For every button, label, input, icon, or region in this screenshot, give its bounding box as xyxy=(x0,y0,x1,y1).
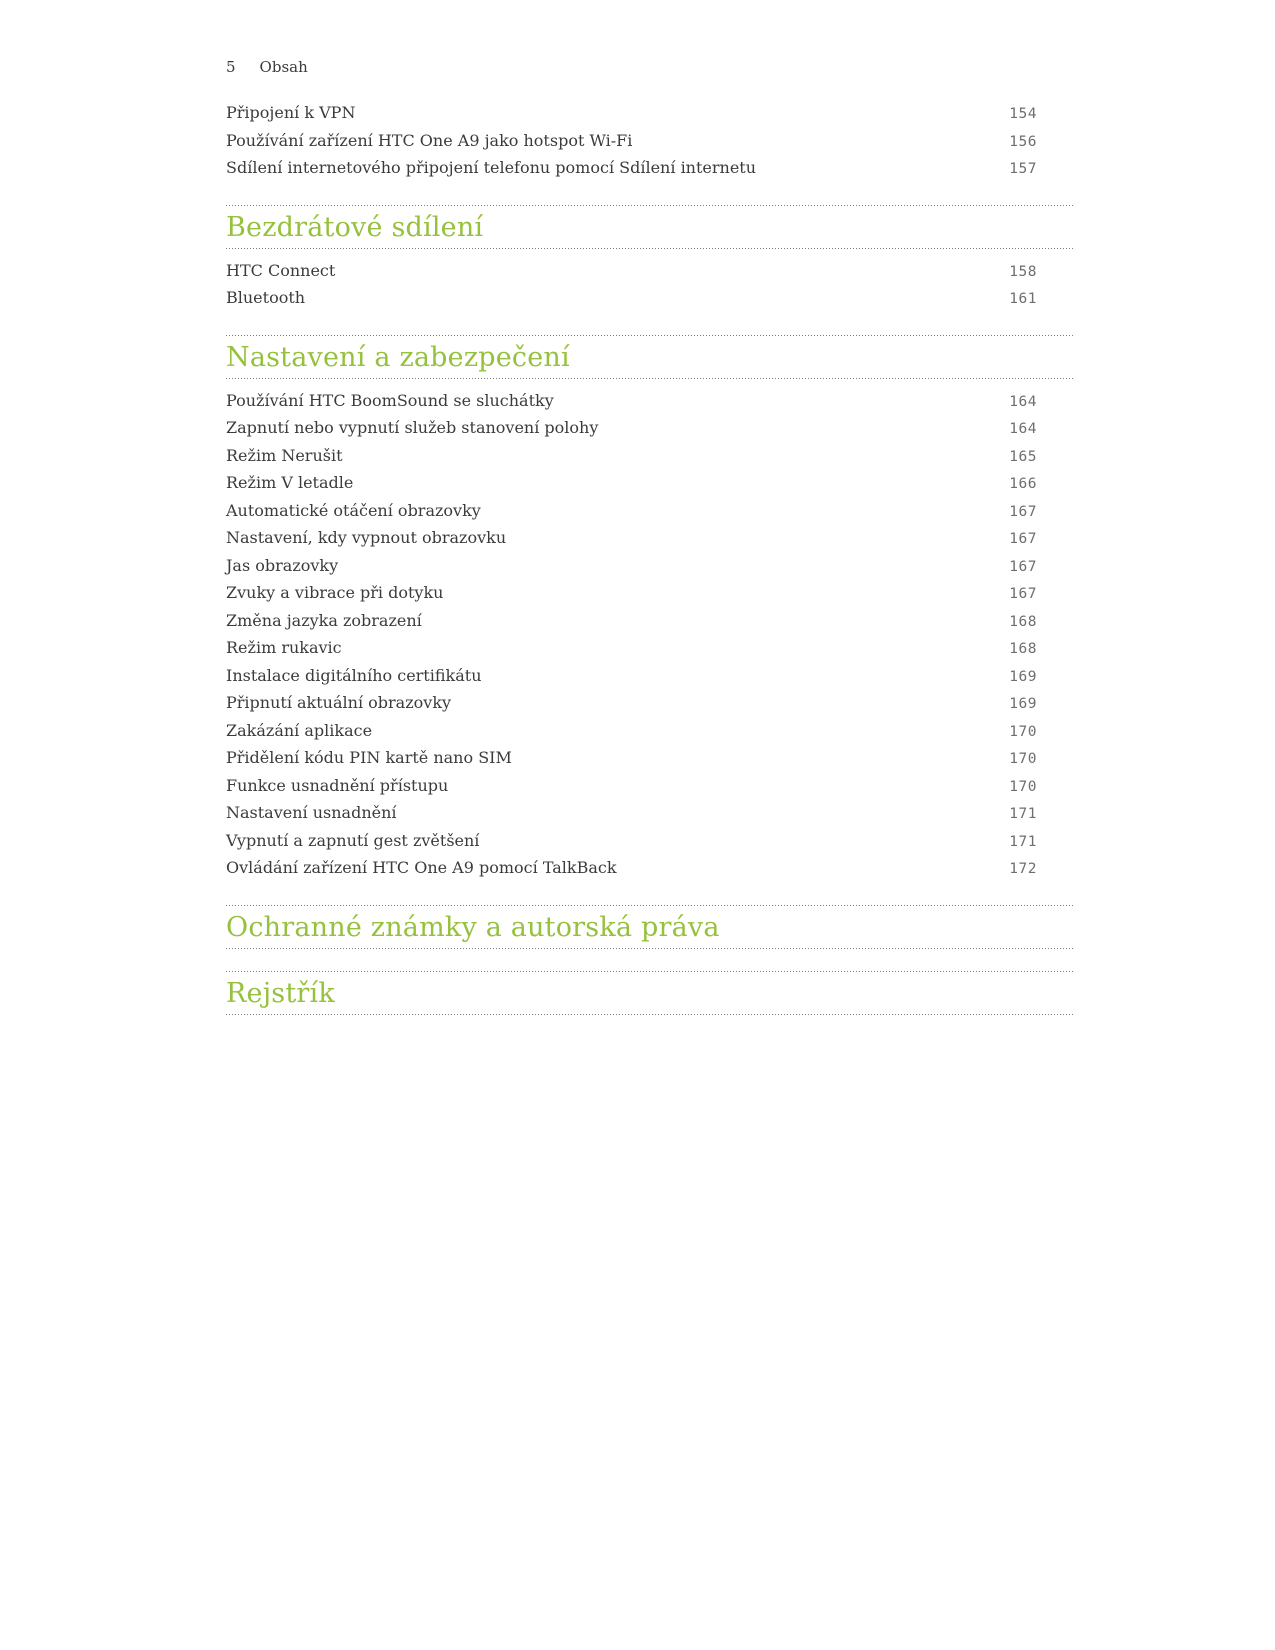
toc-entry-page-number: 170 xyxy=(1009,778,1037,795)
section-heading: Rejstřík xyxy=(226,977,335,1009)
toc-entry-title: Režim V letadle xyxy=(226,473,354,492)
toc-entry-title: HTC Connect xyxy=(226,260,336,280)
toc-entry-page-number: 164 xyxy=(1009,421,1037,437)
toc-entry xyxy=(226,773,1075,801)
toc-entry xyxy=(226,525,1075,553)
entry-list xyxy=(226,388,1075,883)
toc-entry xyxy=(226,100,1075,128)
toc-entry xyxy=(226,718,1075,746)
toc-entry-page-number: 158 xyxy=(1009,263,1037,280)
toc-entry-page-number: 167 xyxy=(1009,531,1037,547)
toc-entry-page-number: 172 xyxy=(1009,861,1037,877)
entry-list xyxy=(226,258,1075,313)
toc-entry-page-number: 157 xyxy=(1009,161,1037,177)
section-heading-block xyxy=(226,971,1075,1015)
toc-entry-title: Připojení k VPN xyxy=(226,103,356,122)
toc-entry-page-number: 156 xyxy=(1009,133,1037,150)
page-number: 5 xyxy=(226,58,236,76)
toc-entry-title: Automatické otáčení obrazovky xyxy=(226,500,481,520)
toc-entry-title: Jas obrazovky xyxy=(226,555,339,575)
toc-entry xyxy=(226,635,1075,663)
page-header xyxy=(226,58,308,76)
toc-entry-title: Nastavení, kdy vypnout obrazovku xyxy=(226,528,507,547)
toc-entry xyxy=(226,580,1075,608)
toc-entry-page-number: 168 xyxy=(1009,613,1037,630)
toc-entry xyxy=(226,498,1075,526)
toc-entry xyxy=(226,470,1075,498)
toc-entry-page-number: 167 xyxy=(1009,558,1037,575)
toc-entry xyxy=(226,155,1075,183)
toc-entry-page-number: 169 xyxy=(1009,696,1037,712)
toc-entry xyxy=(226,828,1075,856)
toc-entry xyxy=(226,285,1075,313)
toc-entry xyxy=(226,415,1075,443)
toc-entry-title: Změna jazyka zobrazení xyxy=(226,610,422,630)
toc-entry-page-number: 167 xyxy=(1009,586,1037,602)
toc-entry xyxy=(226,800,1075,828)
toc-entry-title: Nastavení usnadnění xyxy=(226,803,397,822)
toc-entry-title: Přidělení kódu PIN kartě nano SIM xyxy=(226,748,512,767)
dotted-rule xyxy=(226,248,1075,249)
toc-entry-title: Režim Nerušit xyxy=(226,445,343,465)
toc-entry xyxy=(226,745,1075,773)
dotted-rule xyxy=(226,1014,1075,1015)
toc-entry-page-number: 169 xyxy=(1009,668,1037,685)
toc-entry-page-number: 166 xyxy=(1009,476,1037,492)
toc-entry xyxy=(226,553,1075,581)
toc-entry-title: Zapnutí nebo vypnutí služeb stanovení polohy xyxy=(226,418,599,437)
section-heading-block xyxy=(226,905,1075,949)
toc-entry-page-number: 171 xyxy=(1009,833,1037,850)
toc-entry-page-number: 164 xyxy=(1009,393,1037,410)
toc-entry-page-number: 168 xyxy=(1009,641,1037,657)
toc-entry-title: Připnutí aktuální obrazovky xyxy=(226,693,452,712)
dotted-rule xyxy=(226,948,1075,949)
toc-entry-title: Režim rukavic xyxy=(226,638,342,657)
entry-list xyxy=(226,100,1075,183)
toc-entry-page-number: 165 xyxy=(1009,448,1037,465)
toc-entry-page-number: 167 xyxy=(1009,503,1037,520)
toc-entry-page-number: 170 xyxy=(1009,723,1037,740)
toc-entry xyxy=(226,388,1075,416)
section-heading: Nastavení a zabezpečení xyxy=(226,341,570,373)
toc-entry xyxy=(226,663,1075,691)
toc-entry-title: Vypnutí a zapnutí gest zvětšení xyxy=(226,830,480,850)
toc-entry-title: Ovládání zařízení HTC One A9 pomocí TalkBack xyxy=(226,858,617,877)
dotted-rule xyxy=(226,378,1075,379)
toc-entry xyxy=(226,443,1075,471)
toc-entry xyxy=(226,258,1075,286)
toc-entry xyxy=(226,128,1075,156)
toc-entry-page-number: 154 xyxy=(1009,106,1037,122)
toc-entry-title: Funkce usnadnění přístupu xyxy=(226,775,449,795)
toc-entry-title: Bluetooth xyxy=(226,288,306,307)
toc-entry xyxy=(226,690,1075,718)
toc-entry-page-number: 161 xyxy=(1009,291,1037,307)
page-header-label: Obsah xyxy=(259,58,308,76)
section-heading: Bezdrátové sdílení xyxy=(226,211,484,243)
section-heading: Ochranné známky a autorská práva xyxy=(226,911,720,943)
toc-entry-page-number: 171 xyxy=(1009,806,1037,822)
section-heading-block xyxy=(226,205,1075,249)
toc-entry-title: Sdílení internetového připojení telefonu pomocí Sdílení internetu xyxy=(226,158,757,177)
toc-entry-title: Používání zařízení HTC One A9 jako hotspot Wi-Fi xyxy=(226,130,633,150)
toc-body xyxy=(226,100,1075,1024)
toc-entry-title: Zakázání aplikace xyxy=(226,720,373,740)
section-heading-block xyxy=(226,335,1075,379)
toc-entry xyxy=(226,855,1075,883)
toc-entry-title: Zvuky a vibrace při dotyku xyxy=(226,583,444,602)
toc-entry-title: Používání HTC BoomSound se sluchátky xyxy=(226,390,554,410)
toc-entry-title: Instalace digitálního certifikátu xyxy=(226,665,482,685)
toc-entry xyxy=(226,608,1075,636)
toc-entry-page-number: 170 xyxy=(1009,751,1037,767)
